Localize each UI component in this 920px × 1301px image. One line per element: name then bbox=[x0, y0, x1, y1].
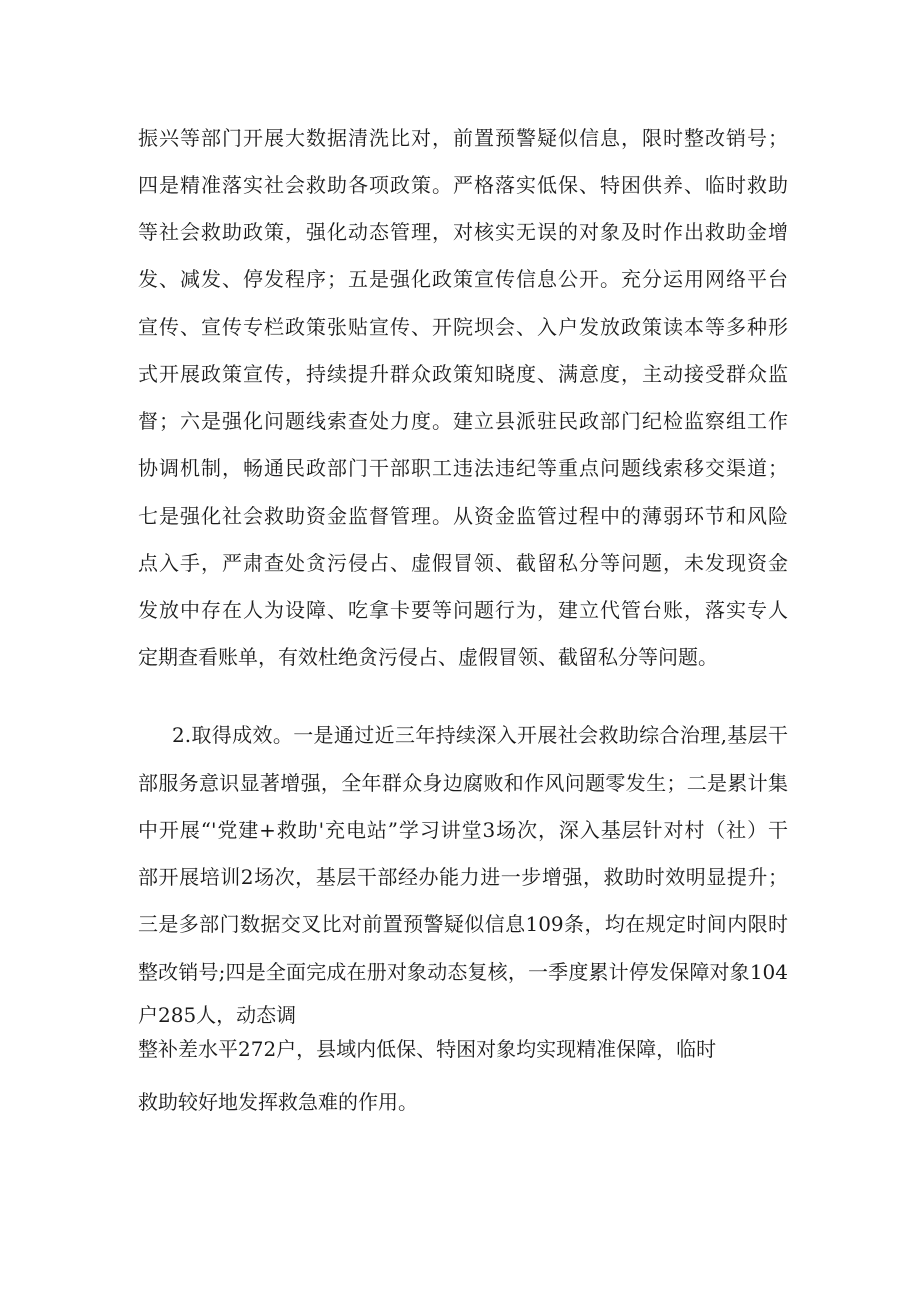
paragraph-2-line-5: 三是多部门数据交叉比对前置预警疑似信息109条，均在规定时间内限时 bbox=[138, 912, 788, 936]
paragraph-1-line-1: 振兴等部门开展大数据清洗比对，前置预警疑似信息，限时整改销号； bbox=[138, 126, 788, 150]
paragraph-1-line-2: 四是精准落实社会救助各项政策。严格落实低保、特困供养、临时救助 bbox=[138, 173, 788, 197]
paragraph-2-line-6: 整改销号;四是全面完成在册对象动态复核，一季度累计停发保障对象104 bbox=[138, 960, 788, 984]
paragraph-2-line-2: 部服务意识显著增强，全年群众身边腐败和作风问题零发生；二是累计集 bbox=[138, 771, 788, 795]
paragraph-1-line-7: 督；六是强化问题线索查处力度。建立县派驻民政部门纪检监察组工作 bbox=[138, 409, 788, 433]
paragraph-1-line-8: 协调机制，畅通民政部门干部职工违法违纪等重点问题线索移交渠道； bbox=[138, 456, 788, 480]
paragraph-1-line-11: 发放中存在人为设障、吃拿卡要等问题行为，建立代管台账，落实专人 bbox=[138, 598, 788, 622]
paragraph-2-line-3: 中开展“'党建+救助'充电站”学习讲堂3场次，深入基层针对村（社）干 bbox=[138, 818, 788, 842]
paragraph-2-line-4: 部开展培训2场次，基层干部经办能力进一步增强，救助时效明显提升； bbox=[138, 865, 788, 889]
paragraph-1-line-12: 定期查看账单，有效杜绝贪污侵占、虚假冒领、截留私分等问题。 bbox=[138, 645, 718, 669]
paragraph-2-line-8: 整补差水平272户，县域内低保、特困对象均实现精准保障，临时 bbox=[138, 1037, 717, 1061]
paragraph-1-line-10: 点入手，严肃查处贪污侵占、虚假冒领、截留私分等问题，未发现资金 bbox=[138, 551, 788, 575]
paragraph-2-line-1: 2.取得成效。一是通过近三年持续深入开展社会救助综合治理,基层干 bbox=[172, 723, 788, 747]
paragraph-2-line-7: 户285人，动态调 bbox=[138, 1003, 297, 1027]
paragraph-1-line-6: 式开展政策宣传，持续提升群众政策知晓度、满意度，主动接受群众监 bbox=[138, 362, 788, 386]
paragraph-1-line-9: 七是强化社会救助资金监督管理。从资金监管过程中的薄弱环节和风险 bbox=[138, 504, 788, 528]
paragraph-1-line-3: 等社会救助政策，强化动态管理，对核实无误的对象及时作出救助金增 bbox=[138, 220, 788, 244]
paragraph-1-line-4: 发、减发、停发程序；五是强化政策宣传信息公开。充分运用网络平台 bbox=[138, 267, 788, 291]
paragraph-2-line-9: 救助较好地发挥救急难的作用。 bbox=[138, 1090, 418, 1114]
paragraph-1-line-5: 宣传、宣传专栏政策张贴宣传、开院坝会、入户发放政策读本等多种形 bbox=[138, 315, 788, 339]
